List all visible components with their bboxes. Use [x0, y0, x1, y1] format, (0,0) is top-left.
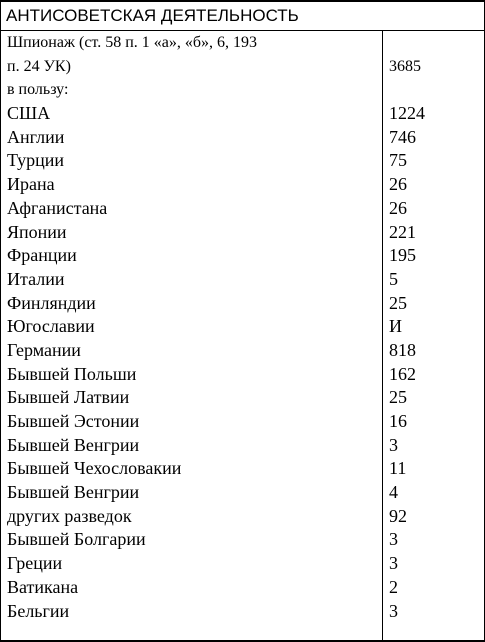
row-label: Бывшей Болгарии	[7, 529, 146, 550]
row-value: 3685	[389, 57, 421, 75]
table-row	[1, 173, 484, 197]
row-value: 4	[389, 482, 398, 503]
row-label: Греции	[7, 553, 63, 574]
row-label: Бельгии	[7, 600, 70, 621]
table-row	[1, 576, 484, 600]
row-label: Турции	[7, 150, 64, 171]
row-value: 195	[389, 245, 416, 266]
table-row	[1, 552, 484, 576]
table-row	[1, 386, 484, 410]
table-row	[1, 149, 484, 173]
table-row	[1, 78, 484, 102]
table-row	[1, 410, 484, 434]
table-rows	[1, 31, 484, 623]
row-value: 25	[389, 387, 407, 408]
row-label: Англии	[7, 126, 65, 147]
row-value: 3	[389, 529, 398, 550]
row-label: Бывшей Польши	[7, 363, 137, 384]
table-row	[1, 221, 484, 245]
row-value: 3	[389, 600, 398, 621]
table-row	[1, 292, 484, 316]
table-row	[1, 102, 484, 126]
row-label: Италии	[7, 268, 65, 289]
row-label: Бывшей Латвии	[7, 387, 130, 408]
row-value: 11	[389, 458, 407, 479]
row-label: Финляндии	[7, 292, 96, 313]
row-value: 92	[389, 505, 407, 526]
row-value: 75	[389, 150, 407, 171]
row-value: 746	[389, 126, 416, 147]
table-row	[1, 244, 484, 268]
row-value: 818	[389, 339, 416, 360]
row-label: в пользу:	[7, 81, 69, 99]
row-label: Германии	[7, 339, 81, 360]
row-label: Бывшей Венгрии	[7, 482, 140, 503]
table-row	[1, 315, 484, 339]
row-label: Ирана	[7, 174, 55, 195]
table-row	[1, 268, 484, 292]
row-value: 3	[389, 553, 398, 574]
row-value: 25	[389, 292, 407, 313]
row-label: Японии	[7, 221, 67, 242]
row-value: 16	[389, 411, 407, 431]
row-label: Бывшей Венгрии	[7, 434, 140, 455]
row-value: 26	[389, 197, 407, 218]
table-row	[1, 457, 484, 481]
table-row	[1, 363, 484, 387]
table-row	[1, 528, 484, 552]
row-label: Франции	[7, 245, 77, 266]
table-row	[1, 126, 484, 150]
row-value: 26	[389, 174, 407, 195]
row-value: 3	[389, 434, 398, 455]
table-row	[1, 339, 484, 363]
row-value: 221	[389, 221, 416, 242]
row-value: 2	[389, 576, 398, 597]
row-label: п. 24 УК)	[7, 57, 71, 75]
table-row	[1, 600, 484, 624]
row-label: Ватикана	[7, 576, 79, 597]
table-row	[1, 505, 484, 529]
row-value: 5	[389, 268, 398, 289]
row-label: Бывшей Чехословакии	[7, 458, 182, 479]
table-row	[1, 31, 484, 55]
row-value: 1224	[389, 103, 425, 124]
row-label: США	[7, 103, 51, 124]
table-row	[1, 434, 484, 458]
table-header: АНТИСОВЕТСКАЯ ДЕЯТЕЛЬНОСТЬ	[1, 2, 484, 31]
row-label: Афганистана	[7, 197, 108, 218]
table-row	[1, 481, 484, 505]
row-label: Шпионаж (ст. 58 п. 1 «а», «б», 6, 193	[7, 34, 258, 51]
row-value: И	[389, 316, 402, 337]
table-row	[1, 197, 484, 221]
table-row	[1, 55, 484, 79]
row-label: Югославии	[7, 316, 95, 337]
row-label: других разведок	[7, 505, 132, 526]
row-value: 162	[389, 363, 416, 384]
table-body	[1, 31, 484, 641]
row-label: Бывшей Эстонии	[7, 411, 140, 431]
